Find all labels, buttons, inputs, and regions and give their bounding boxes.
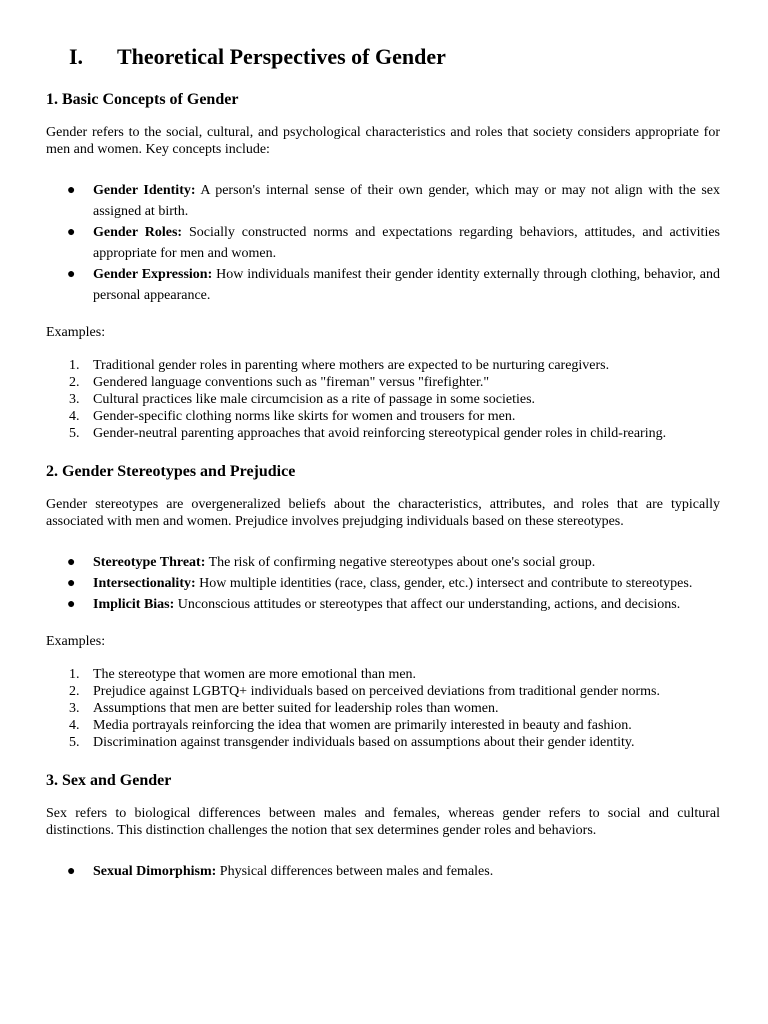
example-item: 2. Prejudice against LGBTQ+ individuals based on perceived deviations from traditional gender norms.	[69, 684, 660, 699]
bullet-text: How multiple identities (race, class, gender, etc.) intersect and contribute to stereotypes.	[195, 576, 693, 591]
examples-list	[46, 666, 720, 751]
examples-label: Examples:	[46, 634, 106, 649]
bullet-list	[46, 861, 720, 882]
section-heading: 1. Basic Concepts of Gender	[46, 91, 239, 108]
bullet-icon: ●	[67, 225, 76, 240]
example-text: The stereotype that women are more emotional than men.	[93, 667, 417, 682]
title-number: I.	[69, 44, 84, 69]
example-item: 3. Assumptions that men are better suited for leadership roles than women.	[69, 701, 499, 716]
example-text: Gendered language conventions such as "fireman" versus "firefighter."	[93, 375, 490, 390]
bullet-icon: ●	[67, 267, 76, 282]
examples-list	[46, 357, 720, 442]
bullet-item	[46, 222, 720, 264]
bullet-text: Unconscious attitudes or stereotypes that affect our understanding, actions, and decisions.	[174, 597, 681, 612]
bullet-text: Socially constructed norms and expectations regarding behaviors, attitudes, and activities appropriate for men and women.	[93, 225, 720, 261]
section-basic-concepts	[46, 90, 720, 442]
bullet-icon: ●	[67, 576, 76, 591]
section-intro: Sex refers to biological differences between males and females, whereas gender refers to social and cultural distinctions. This distinction challenges the notion that sex determines gender roles and behaviors.	[46, 806, 720, 838]
example-item: 1. The stereotype that women are more emotional than men.	[69, 667, 417, 682]
example-text: Assumptions that men are better suited for leadership roles than women.	[93, 701, 499, 716]
bullet-item	[46, 594, 720, 615]
bullet-list	[46, 180, 720, 306]
example-text: Cultural practices like male circumcision as a rite of passage in some societies.	[93, 392, 536, 407]
bullet-icon: ●	[67, 597, 76, 612]
example-text: Gender-specific clothing norms like skirts for women and trousers for men.	[93, 409, 516, 424]
example-item: 2. Gendered language conventions such as "fireman" versus "firefighter."	[69, 375, 490, 390]
bullet-item	[46, 180, 720, 222]
bullet-icon: ●	[67, 864, 76, 879]
bullet-term: Sexual Dimorphism:	[93, 864, 217, 879]
example-text: Prejudice against LGBTQ+ individuals based on perceived deviations from traditional gender norms.	[93, 684, 660, 699]
bullet-list	[46, 552, 720, 615]
page-title	[46, 44, 720, 70]
example-text: Media portrayals reinforcing the idea that women are primarily interested in beauty and fashion.	[93, 718, 632, 733]
bullet-item	[46, 861, 720, 882]
bullet-item	[46, 573, 720, 594]
section-heading: 3. Sex and Gender	[46, 772, 172, 789]
bullet-text: How individuals manifest their gender identity externally through clothing, behavior, and personal appearance.	[93, 267, 720, 303]
section-heading: 2. Gender Stereotypes and Prejudice	[46, 463, 296, 480]
bullet-text: A person's internal sense of their own gender, which may or may not align with the sex assigned at birth.	[93, 183, 720, 219]
bullet-term: Stereotype Threat:	[93, 555, 206, 570]
example-item: 4. Media portrayals reinforcing the idea that women are primarily interested in beauty and fashion.	[69, 718, 632, 733]
bullet-text: Physical differences between males and females.	[216, 864, 494, 879]
title-text: Theoretical Perspectives of Gender	[117, 44, 446, 69]
bullet-text: The risk of confirming negative stereotypes about one's social group.	[205, 555, 596, 570]
example-text: Discrimination against transgender individuals based on assumptions about their gender identity.	[93, 735, 635, 750]
bullet-term: Gender Identity:	[93, 183, 196, 198]
section-stereotypes	[46, 462, 720, 751]
example-item: 1. Traditional gender roles in parenting where mothers are expected to be nurturing caregivers.	[69, 358, 610, 373]
example-item: 5. Discrimination against transgender individuals based on assumptions about their gender identity.	[69, 735, 635, 750]
example-item: 3. Cultural practices like male circumcision as a rite of passage in some societies.	[69, 392, 536, 407]
section-intro: Gender stereotypes are overgeneralized beliefs about the characteristics, attributes, and roles that are typically associated with men and women. Prejudice involves prejudging individuals based on these stereotypes.	[46, 497, 720, 529]
example-text: Gender-neutral parenting approaches that avoid reinforcing stereotypical gender roles in child-rearing.	[93, 426, 667, 441]
bullet-term: Intersectionality:	[93, 576, 196, 591]
bullet-icon: ●	[67, 555, 76, 570]
bullet-term: Gender Roles:	[93, 225, 183, 240]
example-item: 4. Gender-specific clothing norms like skirts for women and trousers for men.	[69, 409, 516, 424]
bullet-term: Implicit Bias:	[93, 597, 175, 612]
example-item: 5. Gender-neutral parenting approaches that avoid reinforcing stereotypical gender roles in child-rearing.	[69, 426, 667, 441]
bullet-icon: ●	[67, 183, 76, 198]
examples-label: Examples:	[46, 325, 106, 340]
bullet-term: Gender Expression:	[93, 267, 213, 282]
bullet-item	[46, 552, 720, 573]
bullet-item	[46, 264, 720, 306]
example-text: Traditional gender roles in parenting where mothers are expected to be nurturing caregivers.	[93, 358, 610, 373]
section-intro: Gender refers to the social, cultural, and psychological characteristics and roles that society considers appropriate for men and women. Key concepts include:	[46, 125, 720, 157]
section-sex-and-gender	[46, 771, 720, 882]
